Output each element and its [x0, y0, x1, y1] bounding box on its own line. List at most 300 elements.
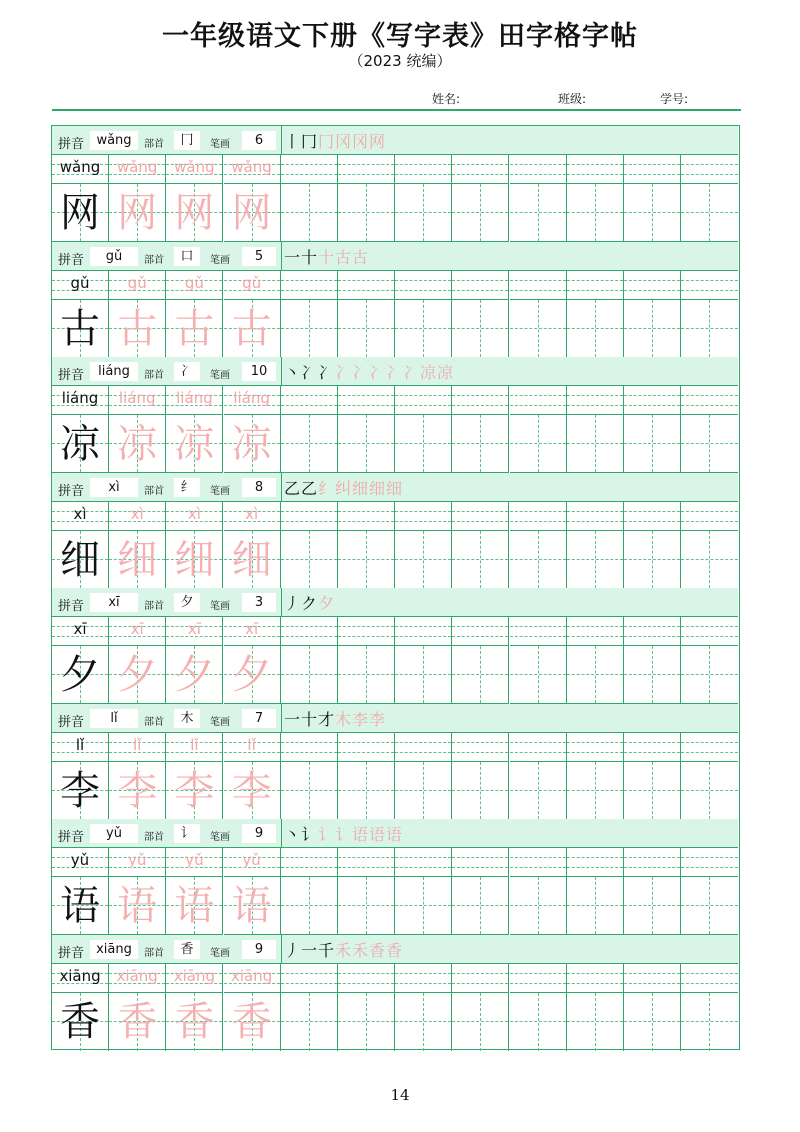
- radical-label: 部首: [144, 139, 164, 150]
- pinyin-cell: [567, 964, 624, 993]
- tian-grid-cell: [395, 877, 452, 935]
- tian-grid-cell: [338, 415, 395, 473]
- pinyin-label: 拼音: [58, 368, 85, 383]
- pinyin-text: wǎng: [116, 158, 158, 176]
- character-row: [52, 415, 738, 473]
- stroke-order: [284, 707, 386, 730]
- tian-grid-cell: [624, 184, 681, 242]
- tian-grid-cell: [281, 646, 338, 704]
- pinyin-cell: [166, 386, 223, 415]
- tian-grid-cell: [395, 531, 452, 589]
- stroke-order-written: 丿ク: [284, 594, 319, 613]
- character-glyph: 香: [60, 998, 100, 1045]
- tian-grid-cell: [338, 184, 395, 242]
- pinyin-cell: [52, 848, 109, 877]
- pinyin-cell: [338, 271, 395, 300]
- pinyin-cell: [166, 848, 223, 877]
- character-glyph: 细: [174, 536, 215, 583]
- pinyin-cell: [395, 271, 452, 300]
- tian-grid-cell: [567, 300, 624, 358]
- character-glyph: 古: [117, 305, 158, 352]
- tian-grid-cell: [681, 762, 738, 820]
- tian-grid-cell: [224, 300, 281, 358]
- pinyin-cell: [510, 733, 567, 762]
- pinyin-cell: [452, 964, 509, 993]
- pinyin-cell: [395, 386, 452, 415]
- tian-grid-cell: [338, 646, 395, 704]
- tian-grid-cell: [624, 300, 681, 358]
- pinyin-cell: [681, 155, 738, 184]
- header-pinyin: liáng: [90, 362, 138, 381]
- tian-grid-cell: [624, 993, 681, 1051]
- tian-grid-cell: [681, 877, 738, 935]
- tian-grid-cell: [395, 646, 452, 704]
- pinyin-cell: [510, 502, 567, 531]
- pinyin-cell: [395, 964, 452, 993]
- pinyin-cell: [109, 386, 166, 415]
- tian-grid-cell: [281, 531, 338, 589]
- pinyin-label: 拼音: [58, 945, 85, 961]
- pinyin-cell: [567, 848, 624, 877]
- pinyin-cell: [395, 733, 452, 762]
- pinyin-text: xī: [130, 620, 144, 638]
- pinyin-cell: [109, 964, 166, 993]
- character-glyph: 网: [60, 190, 100, 236]
- stroke-order: [284, 129, 386, 152]
- character-glyph: 李: [231, 767, 272, 814]
- tian-grid-cell: [510, 415, 567, 473]
- tian-grid-cell: [52, 184, 109, 242]
- tian-grid-cell: [452, 300, 509, 358]
- tian-grid-cell: [395, 993, 452, 1051]
- stroke-order-written: 一十才: [284, 709, 336, 729]
- pinyin-cell: [281, 386, 338, 415]
- character-glyph: 语: [231, 883, 272, 929]
- tian-grid-cell: [52, 300, 109, 358]
- tian-grid-cell: [452, 646, 509, 704]
- tian-grid-cell: [567, 646, 624, 704]
- strokes-label: 笔画: [210, 601, 230, 612]
- pinyin-cell: [338, 964, 395, 993]
- character-glyph: 语: [174, 883, 215, 929]
- radical-value: 夕: [174, 593, 200, 612]
- character-glyph: 语: [60, 883, 100, 929]
- pinyin-cell: [624, 733, 681, 762]
- header-pinyin: gǔ: [90, 247, 138, 266]
- character-glyph: 古: [231, 305, 272, 352]
- tian-grid-cell: [338, 300, 395, 358]
- header-separator: [281, 935, 282, 964]
- pinyin-cell: [452, 502, 509, 531]
- pinyin-text: liáng: [61, 389, 99, 407]
- pinyin-cell: [109, 502, 166, 531]
- stroke-count: 10: [242, 362, 276, 381]
- character-glyph: 香: [174, 998, 215, 1045]
- tian-grid-cell: [109, 184, 166, 242]
- radical-value: 香: [174, 940, 200, 959]
- pinyin-cell: [281, 964, 338, 993]
- character-header: [52, 935, 738, 964]
- pinyin-cell: [624, 502, 681, 531]
- tian-grid-cell: [338, 531, 395, 589]
- tian-grid-cell: [681, 184, 738, 242]
- pinyin-cell: [624, 155, 681, 184]
- strokes-label: 笔画: [210, 485, 230, 497]
- radical-value: 讠: [174, 824, 200, 843]
- header-pinyin: wǎng: [90, 131, 138, 150]
- strokes-label: 笔画: [210, 716, 230, 728]
- tian-grid-cell: [567, 531, 624, 589]
- tian-grid-cell: [624, 762, 681, 820]
- pinyin-text: xì: [73, 504, 87, 523]
- character-header: [52, 242, 738, 271]
- pinyin-text: yǔ: [70, 851, 90, 869]
- strokes-label: 笔画: [210, 832, 230, 843]
- character-block: [52, 242, 738, 358]
- stroke-count: 7: [242, 709, 276, 728]
- character-glyph: 网: [174, 190, 215, 236]
- character-row: [52, 184, 738, 242]
- tian-grid-cell: [510, 646, 567, 704]
- pinyin-text: xì: [187, 504, 201, 523]
- character-header: [52, 357, 738, 386]
- tian-grid-cell: [681, 415, 738, 473]
- stroke-count: 8: [242, 478, 276, 497]
- stroke-order-ghost: 禾禾香香: [335, 940, 404, 960]
- pinyin-text: liáng: [233, 389, 270, 407]
- character-glyph: 李: [60, 767, 100, 814]
- strokes-label: 笔画: [210, 947, 230, 959]
- tian-grid-cell: [567, 877, 624, 935]
- pinyin-cell: [166, 964, 223, 993]
- pinyin-row: [52, 848, 738, 877]
- tian-grid-cell: [166, 646, 223, 704]
- pinyin-cell: [52, 155, 109, 184]
- stroke-count: 9: [242, 940, 276, 959]
- pinyin-cell: [567, 502, 624, 531]
- pinyin-cell: [567, 155, 624, 184]
- character-glyph: 语: [117, 883, 158, 929]
- header-separator: [281, 588, 282, 617]
- tian-grid-cell: [52, 877, 109, 935]
- radical-label: 部首: [144, 254, 164, 266]
- tian-grid-cell: [109, 877, 166, 935]
- pinyin-cell: [510, 964, 567, 993]
- pinyin-text: yǔ: [127, 851, 147, 869]
- tian-grid-cell: [395, 762, 452, 820]
- pinyin-text: lǐ: [247, 735, 256, 754]
- stroke-count: 9: [242, 824, 276, 843]
- tian-grid-cell: [166, 877, 223, 935]
- stroke-order-ghost: 木李李: [335, 709, 387, 729]
- pinyin-cell: [52, 964, 109, 993]
- pinyin-cell: [452, 155, 509, 184]
- tian-grid-cell: [166, 531, 223, 589]
- tian-grid-cell: [452, 762, 509, 820]
- tian-grid-cell: [567, 993, 624, 1051]
- stroke-order-written: 丶讠: [284, 825, 319, 844]
- pinyin-cell: [338, 386, 395, 415]
- stroke-order: [284, 938, 403, 961]
- pinyin-cell: [624, 386, 681, 415]
- stroke-order-ghost: 冂冈冈网: [318, 132, 387, 151]
- pinyin-cell: [224, 733, 281, 762]
- character-glyph: 凉: [117, 421, 158, 467]
- pinyin-cell: [166, 617, 223, 646]
- tian-grid-cell: [224, 415, 281, 473]
- radical-label: 部首: [144, 716, 164, 728]
- character-block: [52, 473, 738, 589]
- tian-grid-cell: [109, 646, 166, 704]
- tian-grid-cell: [281, 415, 338, 473]
- student-id-label: 学号:: [660, 92, 689, 106]
- tian-grid-cell: [224, 184, 281, 242]
- character-glyph: 香: [231, 998, 272, 1045]
- tian-grid-cell: [109, 415, 166, 473]
- character-row: [52, 300, 738, 358]
- tian-grid-cell: [338, 993, 395, 1051]
- pinyin-cell: [109, 733, 166, 762]
- character-glyph: 夕: [117, 652, 158, 698]
- pinyin-text: xiāng: [173, 966, 216, 985]
- pinyin-cell: [338, 502, 395, 531]
- character-block: [52, 357, 738, 473]
- strokes-label: 笔画: [210, 254, 230, 266]
- character-glyph: 细: [231, 536, 272, 583]
- character-glyph: 李: [174, 767, 215, 814]
- tian-grid-cell: [510, 184, 567, 242]
- pinyin-cell: [452, 386, 509, 415]
- pinyin-row: [52, 733, 738, 762]
- pinyin-cell: [452, 271, 509, 300]
- tian-grid-cell: [224, 993, 281, 1051]
- tian-grid-cell: [166, 993, 223, 1051]
- tian-grid-cell: [624, 531, 681, 589]
- tian-grid-cell: [452, 993, 509, 1051]
- stroke-order-written: 乙乙: [284, 478, 319, 498]
- tian-grid-cell: [338, 762, 395, 820]
- radical-label: 部首: [144, 947, 164, 959]
- tian-grid-cell: [395, 184, 452, 242]
- pinyin-label: 拼音: [58, 137, 85, 152]
- radical-label: 部首: [144, 370, 164, 381]
- stroke-order: [284, 822, 403, 845]
- stroke-order-ghost: 讠讠语语语: [318, 825, 404, 844]
- page-number: 14: [390, 1086, 410, 1104]
- pinyin-row: [52, 386, 738, 415]
- pinyin-label: 拼音: [58, 830, 85, 845]
- pinyin-cell: [510, 271, 567, 300]
- character-row: [52, 531, 738, 589]
- stroke-order-ghost: 十古古: [318, 247, 370, 267]
- tian-grid-cell: [166, 184, 223, 242]
- tian-grid-cell: [281, 877, 338, 935]
- tian-grid-cell: [109, 531, 166, 589]
- pinyin-row: [52, 155, 738, 184]
- header-pinyin: yǔ: [90, 824, 138, 843]
- radical-label: 部首: [144, 601, 164, 612]
- pinyin-row: [52, 964, 738, 993]
- tian-grid-cell: [166, 300, 223, 358]
- tian-grid-cell: [52, 531, 109, 589]
- pinyin-cell: [395, 502, 452, 531]
- pinyin-cell: [224, 848, 281, 877]
- tian-grid-cell: [52, 762, 109, 820]
- stroke-count: 3: [242, 593, 276, 612]
- tian-grid-cell: [510, 762, 567, 820]
- pinyin-cell: [510, 617, 567, 646]
- character-glyph: 网: [231, 190, 272, 236]
- pinyin-cell: [681, 848, 738, 877]
- pinyin-cell: [624, 848, 681, 877]
- pinyin-cell: [224, 386, 281, 415]
- header-separator: [281, 126, 282, 155]
- character-row: [52, 993, 738, 1051]
- pinyin-cell: [109, 271, 166, 300]
- pinyin-cell: [52, 271, 109, 300]
- stroke-order: [284, 360, 454, 383]
- pinyin-row: [52, 617, 738, 646]
- tian-grid-cell: [224, 646, 281, 704]
- pinyin-cell: [395, 155, 452, 184]
- tian-grid-cell: [281, 993, 338, 1051]
- tian-grid-cell: [395, 415, 452, 473]
- tian-grid-cell: [52, 993, 109, 1051]
- pinyin-cell: [452, 617, 509, 646]
- tian-grid-cell: [452, 531, 509, 589]
- header-pinyin: xiāng: [90, 940, 138, 959]
- pinyin-cell: [281, 848, 338, 877]
- pinyin-text: xiāng: [230, 966, 273, 985]
- tian-grid-cell: [681, 646, 738, 704]
- character-header: [52, 473, 738, 502]
- strokes-label: 笔画: [210, 139, 230, 150]
- pinyin-label: 拼音: [58, 599, 85, 614]
- tian-grid-cell: [109, 762, 166, 820]
- pinyin-cell: [109, 155, 166, 184]
- pinyin-cell: [52, 617, 109, 646]
- header-pinyin: xì: [90, 478, 138, 497]
- pinyin-cell: [224, 271, 281, 300]
- header-separator: [281, 357, 282, 386]
- character-header: [52, 704, 738, 733]
- pinyin-text: wǎng: [59, 158, 101, 176]
- pinyin-cell: [510, 848, 567, 877]
- stroke-order: [284, 245, 369, 268]
- pinyin-cell: [567, 386, 624, 415]
- pinyin-cell: [395, 848, 452, 877]
- pinyin-cell: [166, 155, 223, 184]
- character-block: [52, 588, 738, 704]
- tian-grid-cell: [681, 300, 738, 358]
- pinyin-row: [52, 271, 738, 300]
- character-glyph: 李: [117, 767, 158, 814]
- tian-grid-cell: [166, 415, 223, 473]
- tian-grid-cell: [567, 184, 624, 242]
- tian-grid-cell: [281, 762, 338, 820]
- character-header: [52, 126, 738, 155]
- page-subtitle: （2023 统编）: [348, 52, 452, 70]
- radical-value: 木: [174, 709, 200, 728]
- character-glyph: 夕: [174, 652, 215, 698]
- pinyin-text: gǔ: [70, 273, 90, 292]
- pinyin-cell: [681, 617, 738, 646]
- pinyin-text: lǐ: [75, 735, 85, 754]
- radical-value: 口: [174, 247, 200, 266]
- character-glyph: 网: [117, 190, 158, 236]
- tian-grid-cell: [224, 762, 281, 820]
- tian-grid-cell: [624, 877, 681, 935]
- stroke-order-ghost: 冫冫冫冫冫凉凉: [335, 363, 455, 382]
- character-glyph: 香: [117, 998, 158, 1045]
- pinyin-cell: [395, 617, 452, 646]
- tian-grid-cell: [52, 646, 109, 704]
- pinyin-cell: [452, 848, 509, 877]
- pinyin-text: gǔ: [184, 273, 204, 292]
- character-row: [52, 877, 738, 935]
- header-pinyin: xī: [90, 593, 138, 612]
- character-header: [52, 588, 738, 617]
- character-block: [52, 935, 738, 1051]
- pinyin-cell: [224, 964, 281, 993]
- pinyin-cell: [52, 386, 109, 415]
- pinyin-cell: [224, 617, 281, 646]
- character-block: [52, 126, 738, 242]
- pinyin-text: xiāng: [116, 966, 158, 985]
- pinyin-cell: [109, 617, 166, 646]
- pinyin-cell: [681, 733, 738, 762]
- tian-grid-cell: [510, 300, 567, 358]
- stroke-count: 5: [242, 247, 276, 266]
- character-glyph: 凉: [231, 421, 272, 467]
- pinyin-text: yǔ: [185, 851, 204, 869]
- tian-grid-cell: [281, 184, 338, 242]
- character-row: [52, 762, 738, 820]
- tian-grid-cell: [567, 415, 624, 473]
- tian-grid-cell: [452, 877, 509, 935]
- pinyin-text: xī: [187, 620, 201, 638]
- header-separator: [281, 704, 282, 733]
- pinyin-cell: [281, 733, 338, 762]
- tian-grid-cell: [681, 531, 738, 589]
- tian-grid-cell: [166, 762, 223, 820]
- pinyin-cell: [624, 617, 681, 646]
- tian-grid-cell: [452, 415, 509, 473]
- name-label: 姓名:: [432, 92, 461, 106]
- radical-value: 纟: [174, 478, 200, 497]
- pinyin-text: xì: [245, 504, 259, 523]
- radical-label: 部首: [144, 485, 164, 497]
- radical-value: 冂: [174, 131, 200, 150]
- character-glyph: 细: [117, 536, 158, 583]
- stroke-order-written: 丿一千: [284, 940, 336, 960]
- pinyin-text: lǐ: [133, 735, 142, 754]
- pinyin-text: xī: [73, 620, 87, 638]
- stroke-order-written: 丨冂: [284, 132, 319, 151]
- pinyin-cell: [338, 617, 395, 646]
- pinyin-text: wǎng: [231, 158, 272, 176]
- pinyin-cell: [624, 271, 681, 300]
- tian-grid-cell: [510, 877, 567, 935]
- character-glyph: 古: [60, 305, 100, 352]
- header-separator: [281, 242, 282, 271]
- pinyin-cell: [166, 271, 223, 300]
- header-separator: [281, 473, 282, 502]
- stroke-order: [284, 591, 335, 614]
- tian-grid-cell: [452, 184, 509, 242]
- pinyin-text: xiāng: [59, 966, 101, 985]
- character-header: [52, 819, 738, 848]
